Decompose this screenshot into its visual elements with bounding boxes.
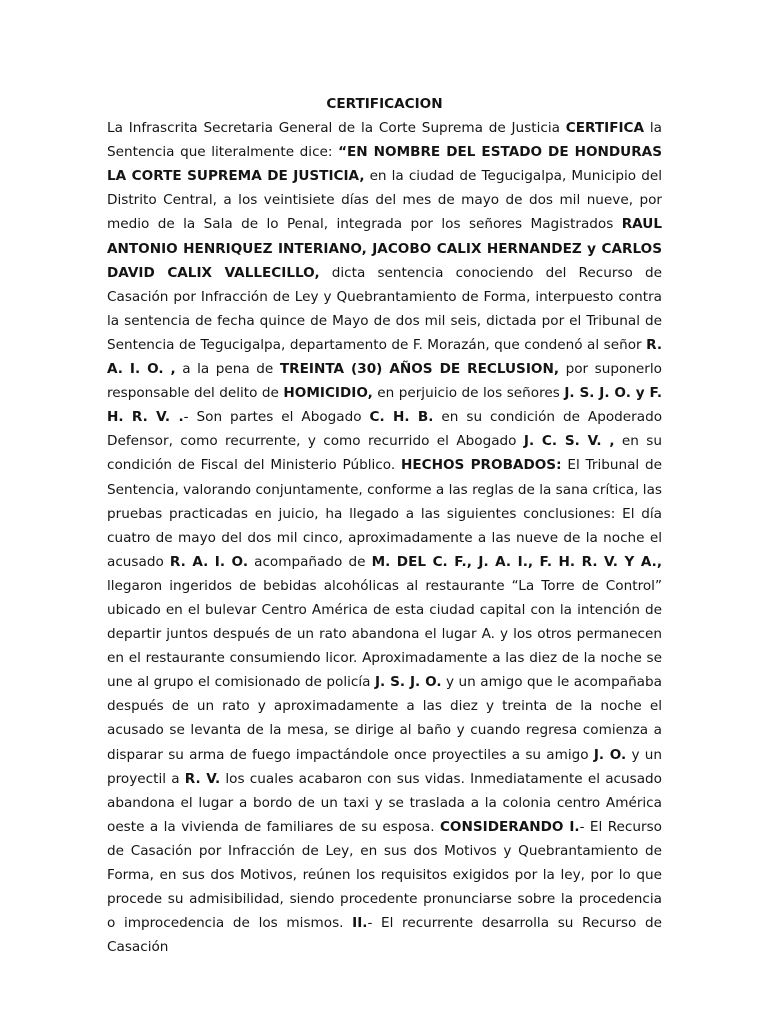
bold-text-segment: CERTIFICA <box>565 120 645 137</box>
document-body <box>107 116 662 959</box>
text-segment: y un amigo que le acompañaba después de un rato y aproximadamente a las diez y treinta de la noche el acusado se levanta de la mesa, se dirige al baño y cuando regresa comienza a disparar su arma de fuego impactándole once proyectiles a su amigo <box>107 674 662 763</box>
text-segment: en perjuicio de los señores <box>372 385 565 402</box>
bold-text-segment: R. V. <box>184 770 221 787</box>
bold-text-segment: TREINTA (30) AÑOS DE RECLUSION, <box>279 361 560 378</box>
bold-text-segment: CONSIDERANDO I. <box>439 818 580 835</box>
document-title: CERTIFICACION <box>326 96 443 112</box>
bold-text-segment: J. O. <box>593 746 627 763</box>
text-segment: en la ciudad de Tegucigalpa, Municipio del Distrito Central, a los veintisiete días del mes de mayo de dos mil nueve, por medio de la Sala de lo Penal, integrada por los señores Magistrados <box>107 168 662 233</box>
text-segment: dicta sentencia conociendo del Recurso de Casación por Infracción de Ley y Quebrantamiento de Forma, interpuesto contra la sentencia de fecha quince de Mayo de dos mil seis, dictada por el Tribunal de Sentencia de Tegucigalpa, departamento de F. Morazán, que condenó al señor <box>107 264 662 353</box>
bold-text-segment: J. S. J. O. y F. H. R. V. . <box>107 385 662 426</box>
text-segment: La Infrascrita Secretaria General de la Corte Suprema de Justicia <box>107 120 566 137</box>
text-segment: - El Recurso de Casación por Infracción de Ley, en sus dos Motivos y Quebrantamiento de Forma, en sus dos Motivos, reúnen los requisitos exigidos por la ley, por lo que procede su admisibilidad, siendo procedente pronunciarse sobre la procedencia o improcedencia de los mismos. <box>107 818 662 932</box>
text-segment: y un proyectil a <box>107 746 662 787</box>
document-page <box>107 92 662 959</box>
text-segment: los cuales acabaron con sus vidas. Inmediatamente el acusado abandona el lugar a bordo de un taxi y se traslada a la colonia centro América oeste a la vivienda de familiares de su esposa. <box>107 770 662 835</box>
text-segment: la Sentencia que literalmente dice: <box>107 120 662 161</box>
text-segment: en su condición de Fiscal del Ministerio Público. <box>107 433 662 474</box>
bold-text-segment: R. A. I. O. <box>169 553 248 570</box>
text-segment: por suponerlo responsable del delito de <box>107 361 662 402</box>
bold-text-segment: J. S. J. O. <box>374 674 442 691</box>
bold-text-segment: HECHOS PROBADOS: <box>400 457 562 474</box>
bold-text-segment: RAUL ANTONIO HENRIQUEZ INTERIANO, JACOBO CALIX HERNANDEZ y CARLOS DAVID CALIX VALLECILLO, <box>107 216 662 281</box>
text-segment: - El recurrente desarrolla su Recurso de Casación <box>107 915 662 956</box>
bold-text-segment: “EN NOMBRE DEL ESTADO DE HONDURAS LA CORTE SUPREMA DE JUSTICIA, <box>107 144 662 185</box>
bold-text-segment: M. DEL C. F., J. A. I., F. H. R. V. Y A., <box>371 553 662 570</box>
text-segment: acompañado de <box>247 553 372 570</box>
text-segment: El Tribunal de Sentencia, valorando conjuntamente, conforme a las reglas de la sana crítica, las pruebas practicadas en juicio, ha llegado a las siguientes conclusiones: El día cuatro de mayo del dos mil cinco, aproximadamente a las nueve de la noche el acusado <box>107 457 663 570</box>
text-segment: llegaron ingeridos de bebidas alcohólicas al restaurante “La Torre de Control” ubicado en el bulevar Centro América de esta ciudad capital con la intención de departir juntos después de un rato abandona el lugar A. y los otros permanecen en el restaurante consumiendo licor. Aproximadamente a las diez de la noche se une al grupo el comisionado de policía <box>107 577 662 691</box>
text-segment: a la pena de <box>175 361 280 378</box>
bold-text-segment: C. H. B. <box>369 409 434 426</box>
bold-text-segment: II. <box>352 915 368 932</box>
bold-text-segment: J. C. S. V. , <box>523 433 615 450</box>
bold-text-segment: R. A. I. O. , <box>107 336 662 378</box>
text-segment: - Son partes el Abogado <box>183 409 370 426</box>
bold-text-segment: HOMICIDIO, <box>283 385 373 402</box>
text-segment: en su condición de Apoderado Defensor, como recurrente, y como recurrido el Abogado <box>107 409 663 450</box>
